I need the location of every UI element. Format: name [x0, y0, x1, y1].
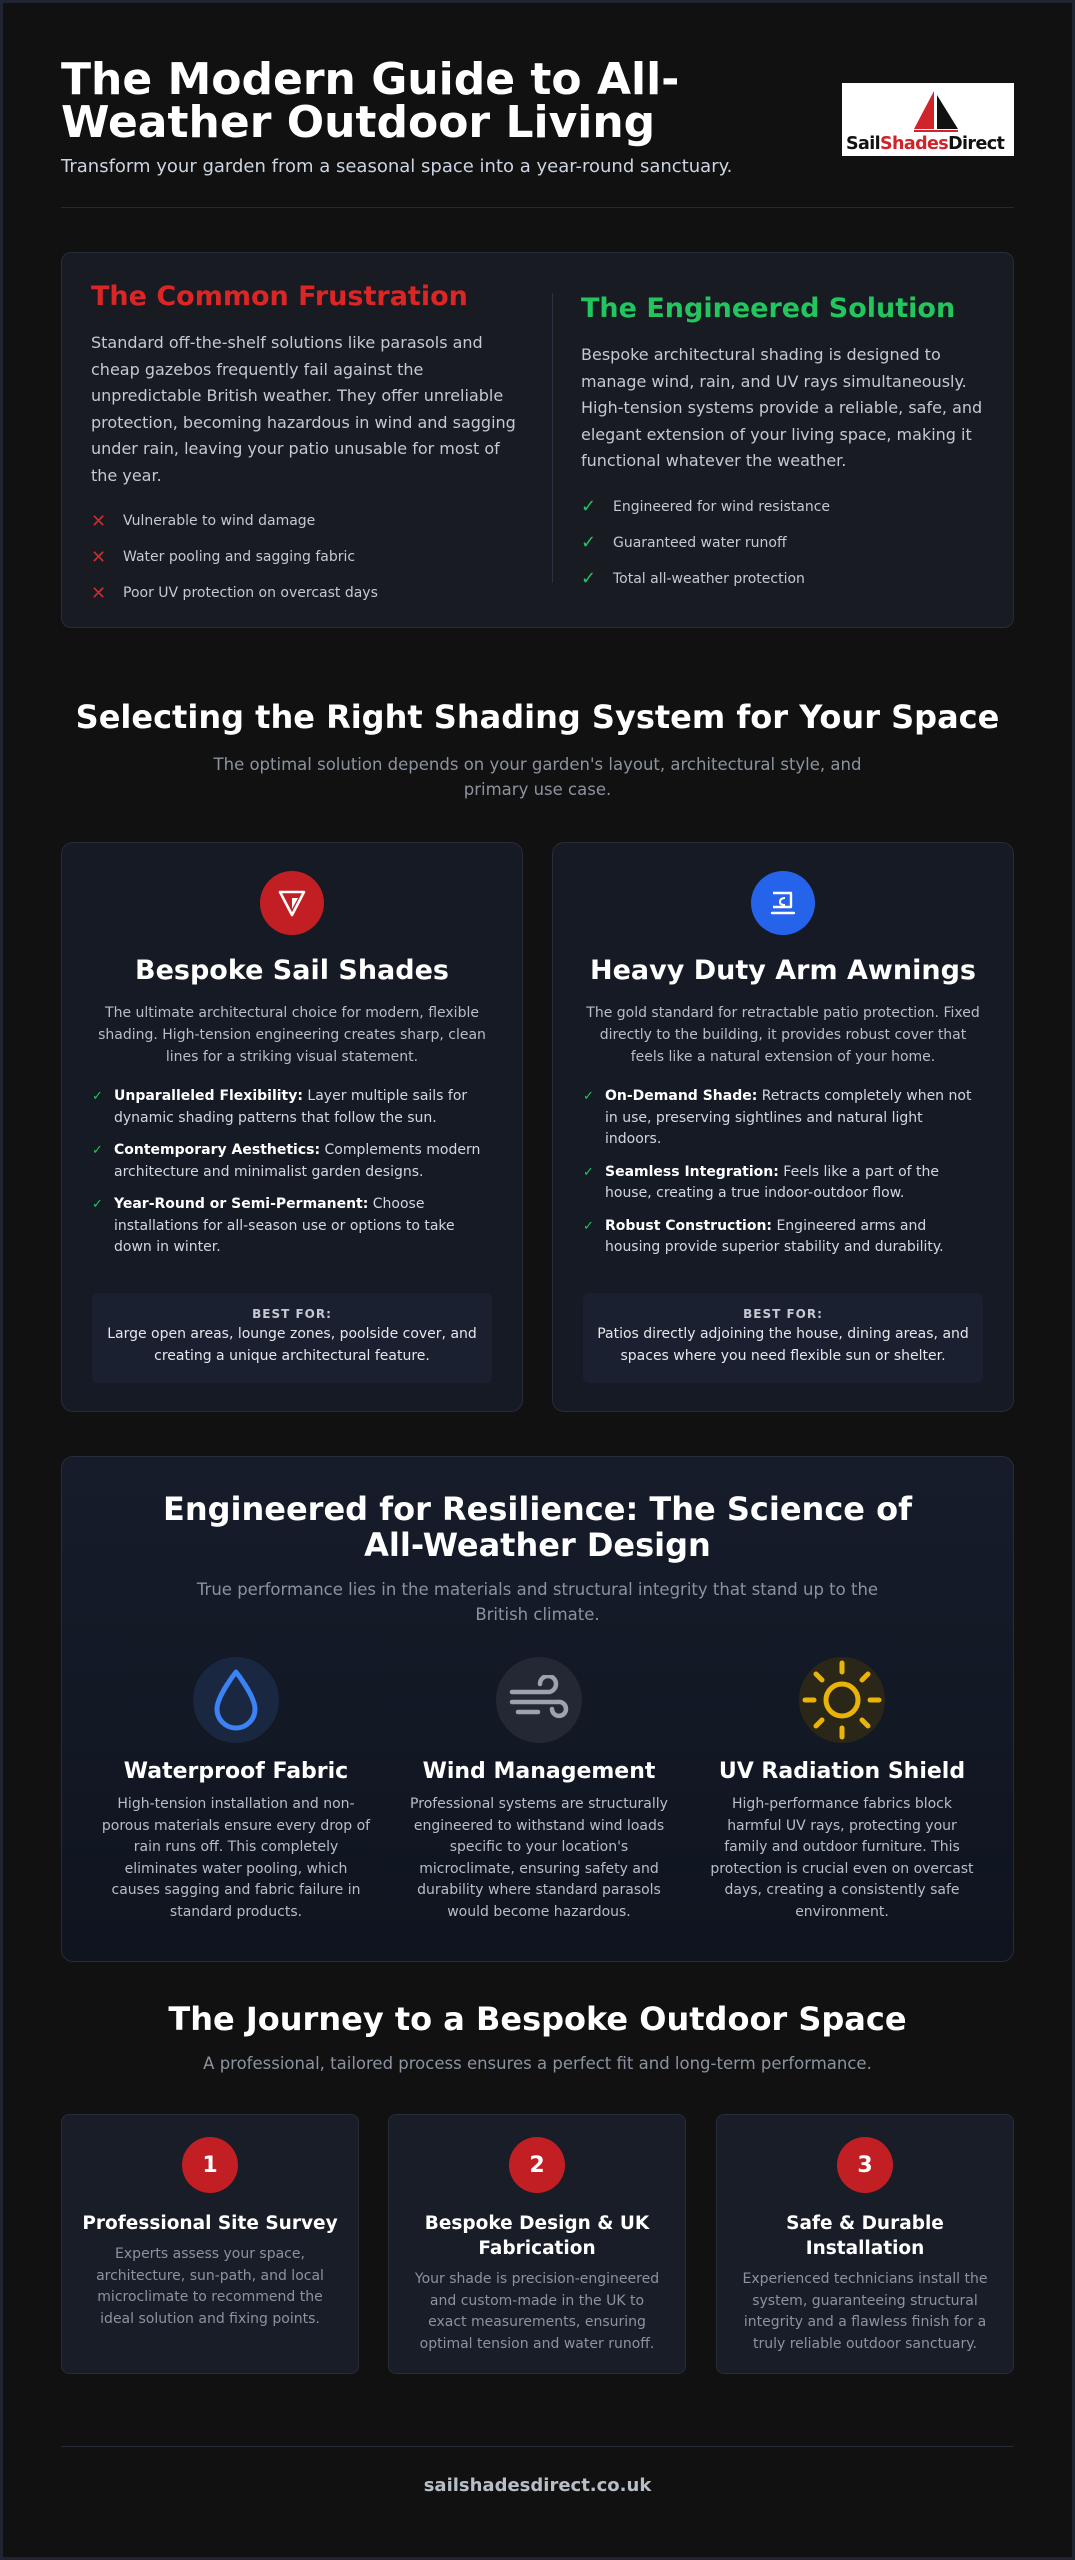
step-text: Your shade is precision-engineered and custom-made in the UK to exact measurements, ensuring optimal tension and water runoff.: [414, 2271, 660, 2352]
feature-title: Wind Management: [422, 1759, 656, 1784]
feature-title: UV Radiation Shield: [718, 1759, 966, 1784]
section-title: Engineered for Resilience: The Science of All-Weather Design: [162, 1490, 913, 1564]
check-icon: ✓: [583, 1164, 594, 1180]
solution-column: [581, 293, 991, 597]
check-icon: ✓: [583, 1218, 594, 1234]
awning-icon: [751, 871, 815, 935]
best-for-box: [583, 1293, 983, 1383]
best-for-label: BEST FOR:: [743, 1307, 823, 1321]
card-description: The gold standard for retractable patio protection. Fixed directly to the building, it provides robust cover that feels like a natural extension of your home.: [586, 1005, 980, 1065]
sail-icon: [260, 871, 324, 935]
card-description: The ultimate architectural choice for modern, flexible shading. High-tension engineering creates sharp, clean lines for a striking visual statement.: [98, 1005, 486, 1065]
problem-title: The Common Frustration: [91, 281, 468, 312]
check-icon: ✓: [583, 1089, 594, 1104]
feature-text: Professional systems are structurally engineered to withstand wind loads specific to your location's microclimate, ensuring safety and durability where standard parasols would become hazardous.: [410, 1796, 668, 1920]
problem-text: Standard off-the-shelf solutions like parasols and cheap gazebos frequently fail against the unpredictable British weather. They offer unreliable protection, becoming hazardous in wind and sagging under rain, leaving your patio unusable for most of the year.: [91, 333, 516, 485]
feature-text: High-performance fabrics block harmful UV rays, protecting your family and outdoor furniture. This protection is crucial even on overcast days, creating a consistently safe environment.: [710, 1796, 974, 1920]
page-title: The Modern Guide to All-Weather Outdoor Living: [61, 54, 680, 148]
list-item: ✕ Water pooling and sagging fabric: [91, 546, 356, 568]
card-title: Bespoke Sail Shades: [135, 955, 449, 986]
footer-divider: [61, 2446, 1014, 2447]
list-item: ✓ Total all-weather protection: [581, 568, 805, 589]
step-card: [388, 2114, 686, 2374]
best-for-text: Large open areas, lounge zones, poolside cover, and creating a unique architectural feature.: [107, 1326, 477, 1364]
best-for-box: [92, 1293, 492, 1383]
list-item: ✓ Unparalleled Flexibility: Layer multiple sails for dynamic shading patterns that follow the sun.: [92, 1086, 492, 1129]
card-points: [92, 1086, 492, 1259]
arm-awnings-card: [552, 842, 1014, 1412]
step-text: Experts assess your space, architecture, sun-path, and local microclimate to recommend the ideal solution and fixing points.: [96, 2246, 324, 2327]
step-text: Experienced technicians install the system, guaranteeing structural integrity and a flawless finish for a truly reliable outdoor sanctuary.: [742, 2271, 988, 2352]
sail-logo-icon: [912, 89, 960, 135]
list-item: ✓ Contemporary Aesthetics: Complements modern architecture and minimalist garden designs.: [92, 1140, 492, 1183]
footer-site-link[interactable]: sailshadesdirect.co.uk: [423, 2475, 652, 2496]
section-title: Selecting the Right Shading System for Your Space: [75, 698, 1000, 736]
list-item: ✓ Seamless Integration: Feels like a part of the house, creating a true indoor-outdoor flow.: [583, 1162, 983, 1205]
solution-title: The Engineered Solution: [581, 293, 956, 324]
page-header: [61, 54, 1014, 208]
feature-waterproof: [96, 1657, 376, 1923]
card-points: [583, 1086, 983, 1259]
logo-text: SailShadesDirect: [846, 134, 1005, 154]
step-title: Safe & Durable Installation: [786, 2213, 944, 2259]
list-item: ✓ On-Demand Shade: Retracts completely when not in use, preserving sightlines and natural light indoors.: [583, 1086, 983, 1151]
card-title: Heavy Duty Arm Awnings: [590, 955, 976, 986]
column-divider: [552, 293, 553, 583]
check-icon: ✓: [92, 1143, 103, 1158]
journey-section: [61, 2000, 1014, 2073]
feature-text: High-tension installation and non-porous materials ensure every drop of rain runs off. This completely eliminates water pooling, which causes sagging and fabric failure in standard products.: [101, 1796, 371, 1920]
list-item: ✓ Engineered for wind resistance: [581, 496, 831, 517]
list-item: ✓ Guaranteed water runoff: [581, 532, 787, 553]
sail-shades-card: [61, 842, 523, 1412]
check-icon: ✓: [581, 532, 597, 553]
step-number: 3: [837, 2137, 893, 2193]
check-icon: ✓: [92, 1089, 103, 1104]
list-item: ✕ Vulnerable to wind damage: [91, 510, 316, 532]
solution-list: [581, 489, 991, 597]
feature-uv: [702, 1657, 982, 1923]
step-title: Professional Site Survey: [82, 2213, 338, 2234]
step-card: [61, 2114, 359, 2374]
sun-icon: [799, 1657, 885, 1743]
feature-wind: [399, 1657, 679, 1923]
page-subtitle: Transform your garden from a seasonal space into a year-round sanctuary.: [61, 156, 733, 177]
x-icon: ✕: [91, 510, 107, 532]
wind-icon: [496, 1657, 582, 1743]
step-number: 1: [182, 2137, 238, 2193]
list-item: ✕ Poor UV protection on overcast days: [91, 582, 378, 604]
step-title: Bespoke Design & UK Fabrication: [424, 2213, 650, 2259]
list-item: ✓ Robust Construction: Engineered arms and housing provide superior stability and durability.: [583, 1216, 983, 1259]
x-icon: ✕: [91, 546, 107, 568]
section-subtitle: A professional, tailored process ensures a perfect fit and long-term performance.: [203, 2054, 872, 2073]
header-divider: [61, 207, 1014, 208]
droplet-icon: [193, 1657, 279, 1743]
step-card: [716, 2114, 1014, 2374]
resilience-panel: [61, 1456, 1014, 1962]
best-for-text: Patios directly adjoining the house, dining areas, and spaces where you need flexible sun or shelter.: [597, 1326, 969, 1364]
section-title: The Journey to a Bespoke Outdoor Space: [168, 2000, 907, 2038]
selecting-section: [61, 698, 1014, 802]
step-number: 2: [509, 2137, 565, 2193]
check-icon: ✓: [92, 1197, 103, 1212]
list-item: ✓ Year-Round or Semi-Permanent: Choose installations for all-season use or options to take down in winter.: [92, 1194, 492, 1259]
feature-title: Waterproof Fabric: [123, 1759, 349, 1784]
check-icon: ✓: [581, 568, 597, 589]
section-subtitle: True performance lies in the materials and structural integrity that stand up to the British climate.: [196, 1580, 879, 1624]
solution-text: Bespoke architectural shading is designed to manage wind, rain, and UV rays simultaneously. High-tension systems provide a reliable, safe, and elegant extension of your living space, making it functional whatever the weather.: [581, 345, 983, 470]
problem-list: [91, 503, 531, 611]
problem-solution-panel: [61, 252, 1014, 628]
check-icon: ✓: [581, 496, 597, 517]
brand-logo[interactable]: [842, 83, 1014, 156]
best-for-label: BEST FOR:: [252, 1307, 332, 1321]
section-subtitle: The optimal solution depends on your garden's layout, architectural style, and primary use case.: [213, 755, 862, 799]
problem-column: [91, 281, 531, 611]
x-icon: ✕: [91, 582, 107, 604]
